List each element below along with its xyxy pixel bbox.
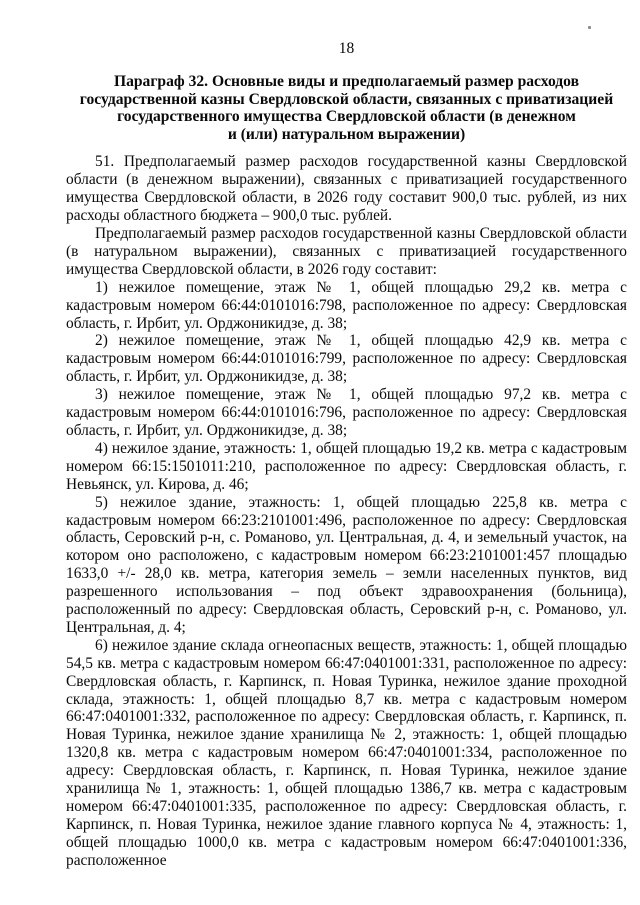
list-item-2: 2) нежилое помещение, этаж № 1, общей площадью 42,9 кв. метра с кадастровым номером 66:44:0101016:799, расположенное по адресу: Свердловская область, г. Ирбит, ул. Орджоникидзе, д. 38; bbox=[66, 332, 627, 386]
section-heading bbox=[66, 73, 627, 143]
heading-line-2: государственной казны Свердловской области, связанных с приватизацией bbox=[79, 90, 614, 108]
list-item-5: 5) нежилое здание, этажность: 1, общей площадью 225,8 кв. метра с кадастровым номером 66:23:2101001:496, расположенное по адресу: Свердловская область, Серовский р-н, с. Романово, ул. Центральная, д. 4, и земельный участок, на котором оно расположено, с кадастровым номером 66:23:2101001:457 площадью 1633,0 +/- 28,0 кв. метра, категория земель – земли населенных пунктов, вид разрешенного использования – под объект здравоохранения (больница), расположенный по адресу: Свердловская область, Серовский р-н, с. Романово, ул. Центральная, д. 4; bbox=[66, 493, 627, 636]
list-item-1: 1) нежилое помещение, этаж № 1, общей площадью 29,2 кв. метра с кадастровым номером 66:44:0101016:798, расположенное по адресу: Свердловская область, г. Ирбит, ул. Орджоникидзе, д. 38; bbox=[66, 278, 627, 332]
heading-line-3: государственного имущества Свердловской области (в денежном bbox=[117, 108, 576, 126]
paragraph-natural-intro: Предполагаемый размер расходов государственной казны Свердловской области (в натуральном выражении), связанных с приватизацией государственного имущества Свердловской области, в 2026 году составит: bbox=[66, 225, 627, 278]
page-content bbox=[66, 40, 627, 870]
heading-line-1: Параграф 32. Основные виды и предполагаемый размер расходов bbox=[113, 73, 580, 90]
page-number: 18 bbox=[338, 40, 355, 57]
list-item-6: 6) нежилое здание склада огнеопасных веществ, этажность: 1, общей площадью 54,5 кв. метра с кадастровым номером 66:47:0401001:331, расположенное по адресу: Свердловская область, г. Карпинск, п. Новая Туринка, нежилое здание проходной склада, этажность: 1, общей площадью 8,7 кв. метра с кадастровым номером 66:47:0401001:332, расположенное по адресу: Свердловская область, г. Карпинск, п. Новая Туринка, нежилое здание хранилища № 2, этажность: 1, общей площадью 1320,8 кв. метра с кадастровым номером 66:47:0401001:334, расположенное по адресу: Свердловская область, г. Карпинск, п. Новая Туринка, нежилое здание хранилища № 1, этажность: 1, общей площадью 1386,7 кв. метра с кадастровым номером 66:47:0401001:335, расположенное по адресу: Свердловская область, г. Карпинск, п. Новая Туринка, нежилое здание главного корпуса № 4, этажность: 1, общей площадью 1000,0 кв. метра с кадастровым номером 66:47:0401001:336, расположенное bbox=[66, 636, 627, 869]
document-body bbox=[66, 153, 627, 869]
list-item-3: 3) нежилое помещение, этаж № 1, общей площадью 97,2 кв. метра с кадастровым номером 66:44:0101016:796, расположенное по адресу: Свердловская область, г. Ирбит, ул. Орджоникидзе, д. 38; bbox=[66, 386, 627, 439]
scan-artifact-dot bbox=[588, 26, 591, 29]
list-item-4: 4) нежилое здание, этажность: 1, общей площадью 19,2 кв. метра с кадастровым номером 66:15:1501011:210, расположенное по адресу: Свердловская область, г. Невьянск, ул. Кирова, д. 46; bbox=[66, 439, 627, 493]
paragraph-51-monetary: 51. Предполагаемый размер расходов государственной казны Свердловской области (в денежном выражении), связанных с приватизацией государственного имущества Свердловской области, в 2026 году составит 900,0 тыс. рублей, из них расходы областного бюджета – 900,0 тыс. рублей. bbox=[66, 153, 627, 225]
heading-line-4: и (или) натуральном выражении) bbox=[227, 125, 466, 143]
